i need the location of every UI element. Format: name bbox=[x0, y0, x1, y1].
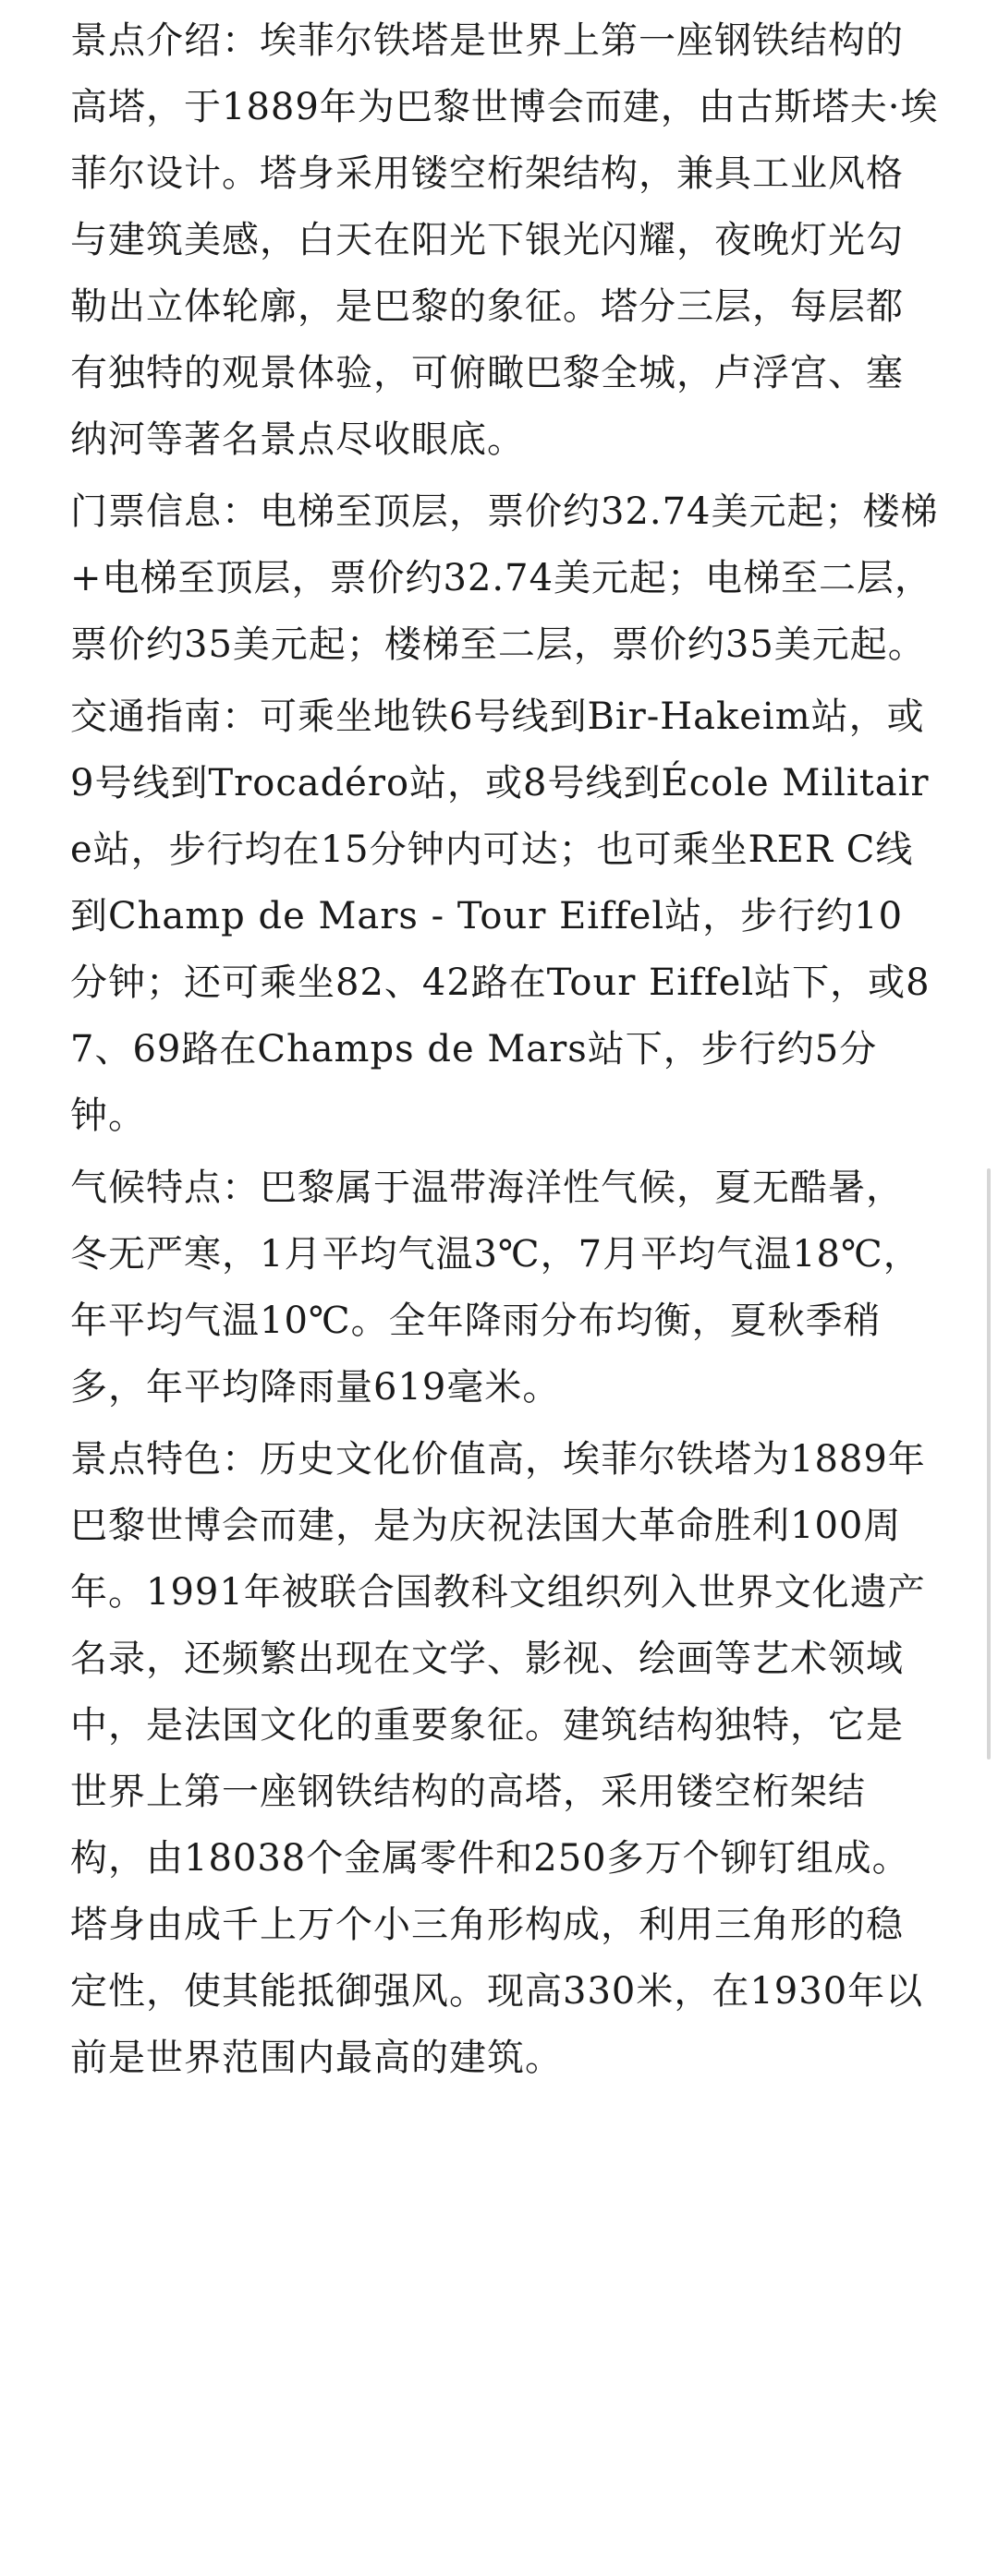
section-transport: 交通指南：可乘坐地铁6号线到Bir-Hakeim站，或9号线到Trocadéro站，或8号线到École Militaire站，步行均在15分钟内可达；也可乘坐RER C线到Champ de Mars - Tour Eiffel站，步行约10分钟；还可乘坐82、42路在Tour Eiffel站下，或87、69路在Champs de Mars站下，步行约5分钟。 bbox=[70, 695, 931, 1137]
scrollbar[interactable] bbox=[987, 1168, 991, 1760]
section-tickets: 门票信息：电梯至顶层，票价约32.74美元起；楼梯+电梯至顶层，票价约32.74美元起；电梯至二层，票价约35美元起；楼梯至二层，票价约35美元起。 bbox=[70, 490, 939, 666]
section-intro: 景点介绍：埃菲尔铁塔是世界上第一座钢铁结构的高塔，于1889年为巴黎世博会而建，由古斯塔夫·埃菲尔设计。塔身采用镂空桁架结构，兼具工业风格与建筑美感，白天在阳光下银光闪耀，夜晚灯光勾勒出立体轮廓，是巴黎的象征。塔分三层，每层都有独特的观景体验，可俯瞰巴黎全城，卢浮宫、塞纳河等著名景点尽收眼底。 bbox=[70, 19, 939, 461]
article-body[interactable] bbox=[70, 7, 939, 2091]
section-climate: 气候特点：巴黎属于温带海洋性气候，夏无酷暑，冬无严寒，1月平均气温3℃，7月平均气温18℃，年平均气温10℃。全年降雨分布均衡，夏秋季稍多，年平均降雨量619毫米。 bbox=[70, 1167, 921, 1409]
section-features: 景点特色：历史文化价值高，埃菲尔铁塔为1889年巴黎世博会而建，是为庆祝法国大革命胜利100周年。1991年被联合国教科文组织列入世界文化遗产名录，还频繁出现在文学、影视、绘画等艺术领域中，是法国文化的重要象征。建筑结构独特，它是世界上第一座钢铁结构的高塔，采用镂空桁架结构，由18038个金属零件和250多万个铆钉组成。塔身由成千上万个小三角形构成，利用三角形的稳定性，使其能抵御强风。现高330米，在1930年以前是世界范围内最高的建筑。 bbox=[70, 1438, 926, 2079]
